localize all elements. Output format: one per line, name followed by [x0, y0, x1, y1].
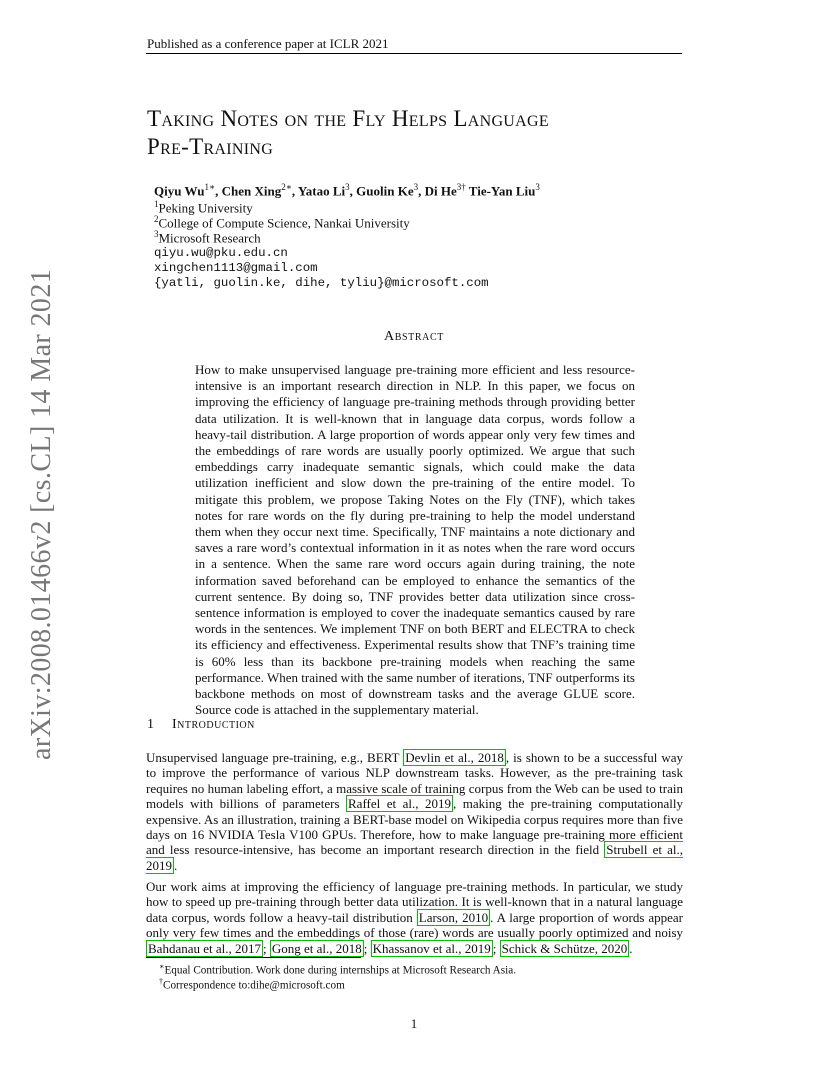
footnote-2 — [159, 977, 345, 992]
paragraph-text: . — [629, 940, 633, 956]
affiliation-text: Microsoft Research — [158, 230, 261, 246]
title-line-1: Taking Notes on the Fly Helps Language — [147, 106, 549, 131]
footnote-rule — [146, 957, 361, 958]
affiliation-mark: 3 — [154, 229, 159, 239]
author-mark: 3 — [413, 182, 419, 192]
citation-separator: ; — [263, 940, 270, 956]
footnote-mark: ∗ — [159, 962, 165, 971]
citation-link[interactable]: Larson, 2010 — [418, 909, 489, 925]
paragraph-text: . — [174, 857, 178, 873]
paragraph-text: , making the pre-training computationally expensive. As an illustration, training a BERT-base model on Wikipedia corpus requires more than five days on 16 NVIDIA Tesla V100 GPUs. Therefore, how to make language pre-training more efficient and less resource-intensive, has become an important research direction in the field — [146, 796, 683, 858]
author-mark: 2∗ — [281, 182, 292, 192]
abstract-heading: Abstract — [384, 329, 444, 344]
paper-title — [147, 105, 687, 161]
running-header: Published as a conference paper at ICLR 2021 — [147, 36, 389, 51]
affiliation-mark: 2 — [154, 214, 159, 224]
paragraph-text: . A large proportion of words appear only very few times and the embeddings of those (rare) words are usually poorly optimized and noisy — [146, 909, 683, 941]
author-name: Yatao Li — [297, 183, 346, 199]
arxiv-identifier: arXiv:2008.01466v2 [cs.CL] 14 Mar 2021 — [26, 268, 57, 760]
page-number: 1 — [410, 1016, 418, 1031]
email-2: xingchen1113@gmail.com — [154, 261, 318, 275]
affiliation-3 — [154, 229, 261, 246]
abstract-body: How to make unsupervised language pre-training more efficient and less resource-intensive is an important research direction in NLP. In this paper, we focus on improving the efficiency of language pre-training methods through providing better data utilization. It is well-known that in language data corpus, words follow a heavy-tail distribution. A large proportion of words appear only very few times and the embeddings of rare words are usually poorly optimized. We argue that such embeddings carry inadequate semantic signals, which could make the data utilization inefficient and slow down the pre-training of the entire model. To mitigate this problem, we propose Taking Notes on the Fly (TNF), which takes notes for rare words on the fly during pre-training to help the model understand them when they occur next time. Specifically, TNF maintains a note dictionary and saves a rare word’s contextual information in it as notes when the rare word occurs in a sentence. When the same rare word occurs again during training, the note information saved beforehand can be employed to enhance the semantics of the current sentence. By doing so, TNF provides better data utilization since cross-sentence information is employed to cover the inadequate semantics caused by rare words in the sentences. We implement TNF on both BERT and ELECTRA to check its efficiency and effectiveness. Experimental results show that TNF’s training time is 60% less than its backbone pre-training models when reaching the same performance. When trained with the same number of iterations, TNF outperforms its backbone methods on most of downstream tasks and the average GLUE score. Source code is attached in the supplementary material. — [195, 362, 635, 718]
affiliation-text: College of Compute Science, Nankai University — [158, 215, 410, 231]
paragraph-text: , is shown to be a successful way to improve the performance of various NLP downstream tasks. However, as the pre-training task requires no human labeling effort, a massive scale of training corpus from the Web can be used to train models with billions of parameters — [146, 750, 684, 812]
citation-link[interactable]: Devlin et al., 2018 — [405, 750, 504, 765]
affiliation-mark: 1 — [154, 199, 159, 209]
citation-link[interactable]: Raffel et al., 2019 — [348, 796, 452, 812]
citation-separator: ; — [363, 940, 371, 956]
footnote-1 — [159, 962, 516, 977]
paragraph-text: Our work aims at improving the efficiency of language pre-training methods. In particular, we study how to speed up pre-training through better data utilization. It is well-known that in a natural language data corpus, words follow a heavy-tail distribution — [146, 879, 683, 925]
citation-separator: ; — [492, 940, 500, 956]
author-name: Tie-Yan Liu — [468, 183, 536, 199]
citation-link[interactable]: Khassanov et al., 2019 — [372, 940, 491, 956]
citation-link[interactable]: Schick & Schütze, 2020 — [501, 940, 628, 956]
citation-link[interactable]: Gong et al., 2018 — [271, 940, 362, 956]
footnote-text: Correspondence to:dihe@microsoft.com — [163, 979, 345, 992]
email-1: qiyu.wu@pku.edu.cn — [154, 246, 288, 260]
affiliation-text: Peking University — [158, 200, 253, 216]
title-line-2: Pre-Training — [147, 134, 274, 159]
author-name: Chen Xing — [221, 183, 282, 199]
author-name: Qiyu Wu — [154, 183, 205, 199]
email-3: {yatli, guolin.ke, dihe, tyliu}@microsoft.com — [154, 276, 489, 290]
paragraph-text: Unsupervised language pre-training, e.g., BERT — [146, 750, 404, 765]
section-title: Introduction — [172, 717, 255, 732]
intro-paragraph-2 — [146, 879, 683, 956]
header-rule — [146, 53, 682, 54]
author-mark: 3† — [456, 182, 466, 192]
author-name: Guolin Ke — [356, 183, 414, 199]
author-name: Di He — [424, 183, 457, 199]
author-mark: 3 — [535, 182, 540, 192]
citation-link[interactable]: Strubell et al., 2019 — [146, 842, 683, 873]
footnote-mark: † — [159, 977, 163, 986]
author-mark: 1∗ — [204, 182, 216, 192]
author-list: Qiyu $Wu^{1∗}$, Chen Xing$^{2∗}$, Yatao Li$^3$, Guolin Ke$^3$, Di $He^{3\dagger}$ Tie-Yan Liu$^3$ — [154, 182, 540, 199]
intro-paragraph-1 — [146, 750, 683, 873]
footnote-text: Equal Contribution. Work done during internships at Microsoft Research Asia. — [164, 964, 516, 977]
author-mark: 3 — [345, 182, 350, 192]
citation-link[interactable]: Bahdanau et al., 2017 — [148, 940, 261, 956]
section-number: 1 — [147, 717, 154, 732]
